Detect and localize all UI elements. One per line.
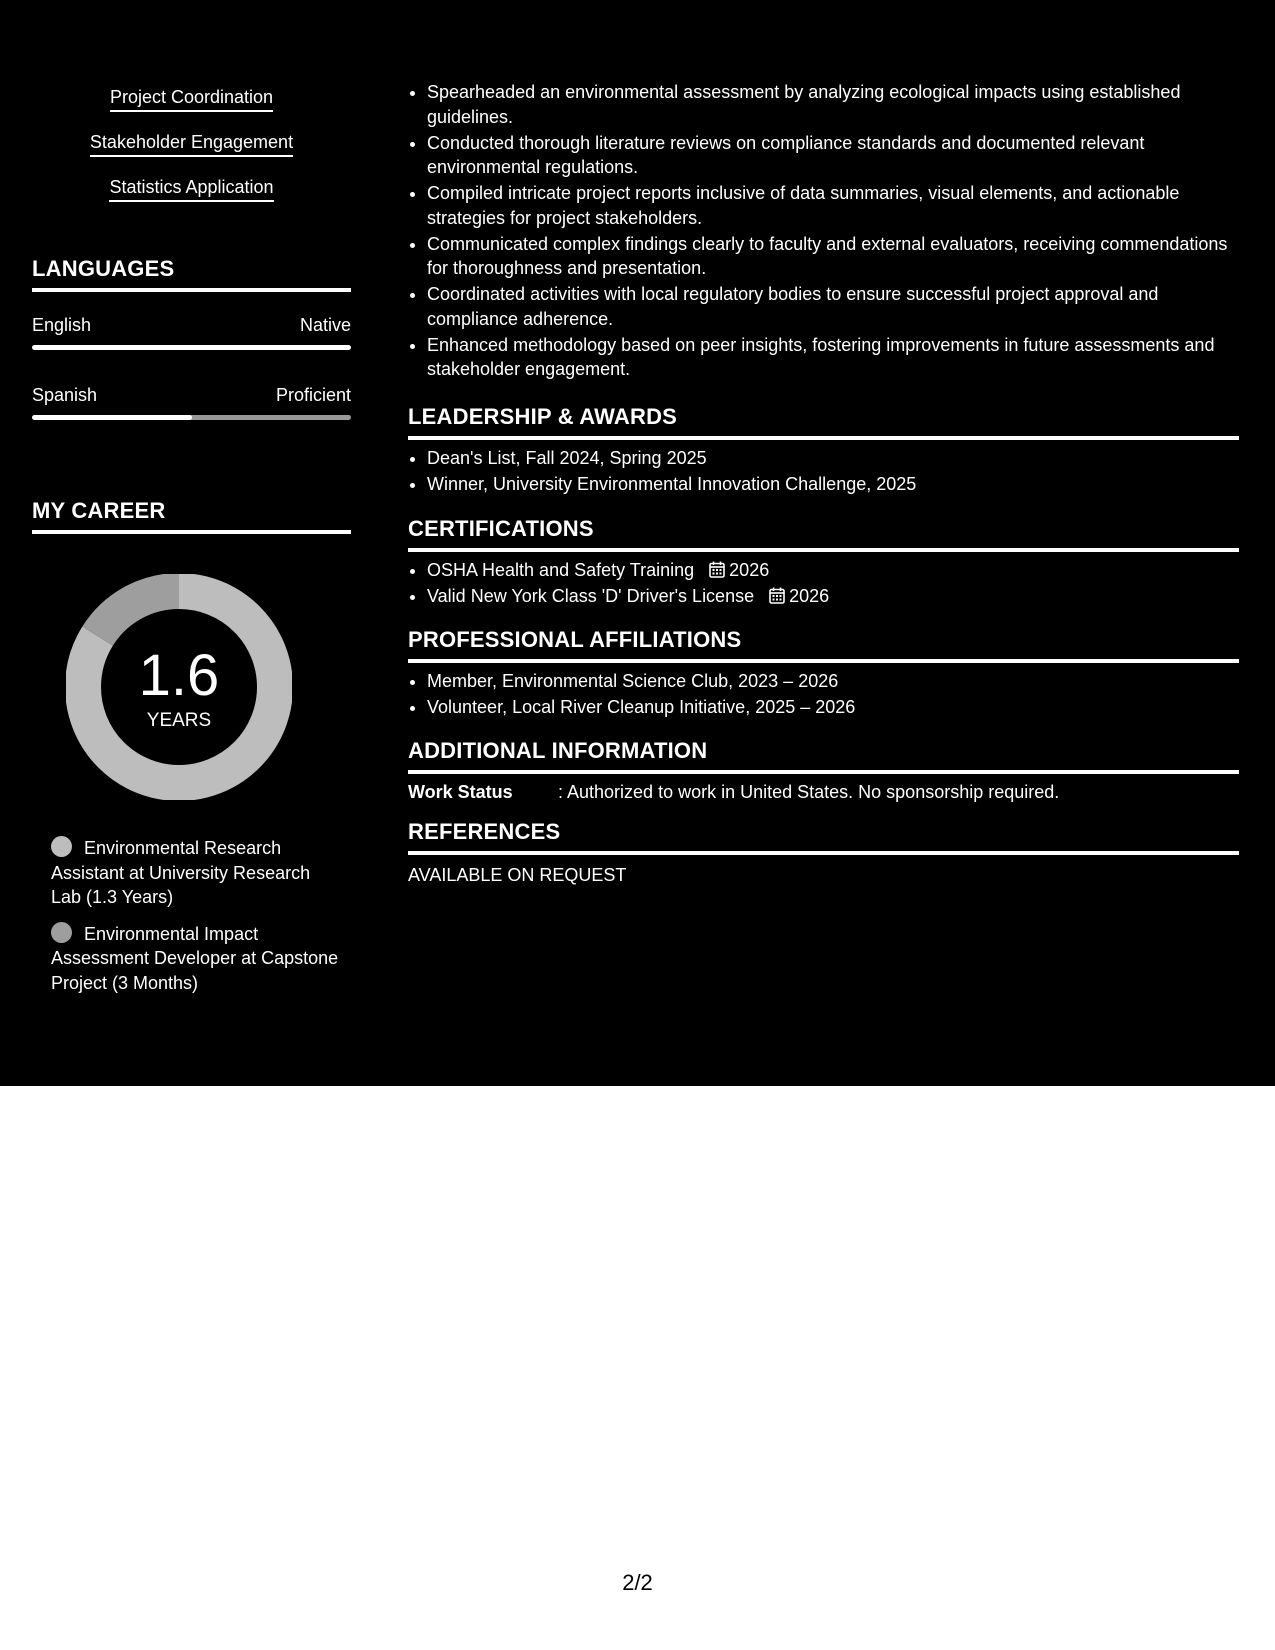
certification-name: OSHA Health and Safety Training	[427, 560, 695, 580]
references-section	[408, 819, 1239, 887]
affiliations-section	[408, 627, 1239, 721]
experience-bullet: • Compiled intricate project reports inclusive of data summaries, visual elements, and actionable strategies for project stakeholders.	[427, 181, 1239, 230]
languages-title: LANGUAGES	[32, 256, 351, 292]
references-text: AVAILABLE ON REQUEST	[408, 865, 627, 885]
skill-item	[32, 131, 351, 176]
experience-bullet: • Coordinated activities with local regulatory bodies to ensure successful project approval and compliance adherence.	[427, 282, 1239, 331]
page-number: 2/2	[622, 1570, 653, 1595]
experience-bullet: • Conducted thorough literature reviews on compliance standards and documented relevant environmental regulations.	[427, 131, 1239, 180]
skill-label: Project Coordination	[110, 86, 273, 112]
career-legend-label: Environmental Impact Assessment Developer at Capstone Project (3 Months)	[51, 923, 339, 993]
additional-info-section	[408, 738, 1239, 804]
legend-dot-icon	[51, 922, 72, 943]
career-section	[32, 498, 351, 993]
certification-name: Valid New York Class 'D' Driver's License	[427, 586, 755, 606]
affiliation-item: • Member, Environmental Science Club, 2023 – 2026	[427, 669, 1239, 694]
skill-item	[32, 86, 351, 131]
experience-bullets	[408, 80, 1239, 383]
skill-label: Stakeholder Engagement	[90, 131, 293, 157]
calendar-icon	[709, 561, 725, 578]
career-legend-item	[51, 836, 341, 910]
career-total-value: 1.6	[138, 643, 220, 708]
career-legend-item	[51, 922, 341, 996]
references-title: REFERENCES	[408, 819, 1239, 855]
language-proficiency-fill	[32, 345, 351, 350]
work-status-value: : Authorized to work in United States. No sponsorship required.	[558, 782, 1060, 802]
languages-section	[32, 256, 351, 420]
leadership-title: LEADERSHIP & AWARDS	[408, 404, 1239, 440]
certification-item	[427, 558, 1239, 583]
career-donut-chart	[66, 574, 292, 800]
work-status-row	[408, 780, 1239, 804]
career-legend	[51, 836, 341, 1007]
language-level: Proficient	[275, 385, 351, 405]
certification-year: 2026	[789, 586, 830, 606]
leadership-item: • Dean's List, Fall 2024, Spring 2025	[427, 446, 1239, 471]
skill-label: Statistics Application	[109, 176, 273, 202]
language-level: Native	[299, 315, 351, 335]
leadership-section	[408, 404, 1239, 498]
certification-item	[427, 584, 1239, 609]
work-status-label: Work Status	[408, 782, 513, 802]
experience-bullet: • Spearheaded an environmental assessment by analyzing ecological impacts using established guidelines.	[427, 80, 1239, 129]
language-name: English	[32, 315, 92, 335]
career-legend-label: Environmental Research Assistant at University Research Lab (1.3 Years)	[51, 838, 311, 907]
additional-info-title: ADDITIONAL INFORMATION	[408, 738, 1239, 774]
calendar-icon	[769, 587, 785, 604]
language-proficiency-bar	[32, 415, 351, 420]
certifications-section	[408, 516, 1239, 610]
language-proficiency-bar	[32, 345, 351, 350]
legend-dot-icon	[51, 836, 72, 857]
career-title: MY CAREER	[32, 498, 351, 534]
experience-bullet: • Enhanced methodology based on peer insights, fostering improvements in future assessments and stakeholder engagement.	[427, 333, 1239, 382]
career-total-unit: YEARS	[146, 710, 212, 731]
experience-bullet: • Communicated complex findings clearly to faculty and external evaluators, receiving commendations for thoroughness and presentation.	[427, 232, 1239, 281]
certification-year: 2026	[729, 560, 770, 580]
affiliations-title: PROFESSIONAL AFFILIATIONS	[408, 627, 1239, 663]
language-name: Spanish	[32, 385, 98, 405]
language-proficiency-fill	[32, 415, 192, 420]
skills-list	[32, 86, 351, 221]
affiliation-item: • Volunteer, Local River Cleanup Initiative, 2025 – 2026	[427, 695, 1239, 720]
certifications-title: CERTIFICATIONS	[408, 516, 1239, 552]
leadership-item: • Winner, University Environmental Innovation Challenge, 2025	[427, 472, 1239, 497]
skill-item	[32, 176, 351, 221]
language-row	[32, 384, 351, 420]
language-row	[32, 314, 351, 350]
